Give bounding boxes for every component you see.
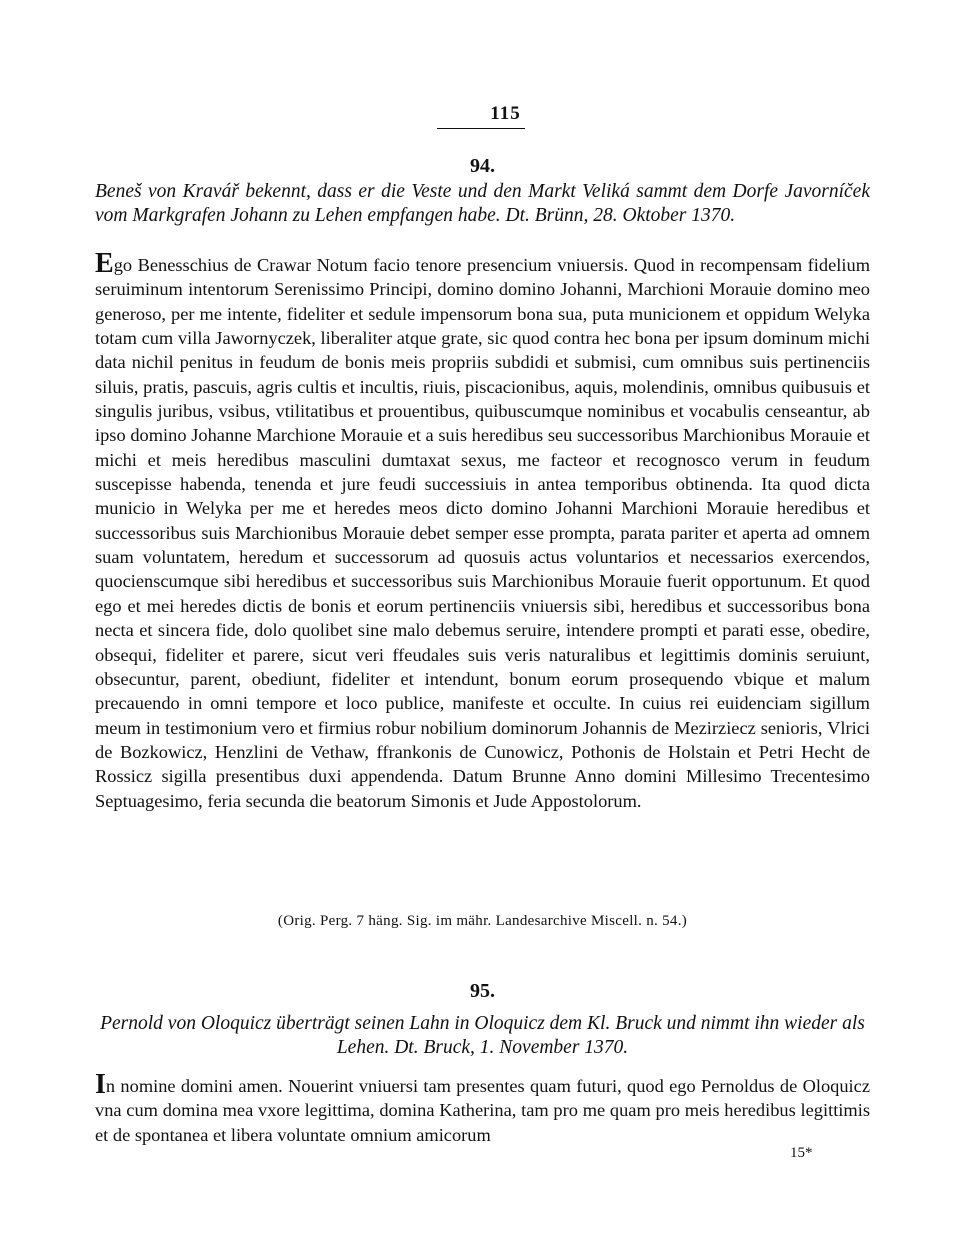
drop-initial: I <box>95 1069 106 1100</box>
document-94-body: go Benesschius de Crawar Notum facio tenore presencium vniuersis. Quod in recompensam fidelium seruiminum intentorum Serenissimo Principi, domino domino Johanni, Marchioni Morauie domino meo generoso, per me intente, fideliter et sedule impensorum bona sua, puta municionem et oppidum Welyka totam cum villa Jawornyczek, liberaliter atque grate, sic quod contra hec bona per ipsum dominum michi data nichil penitus in feudum de bonis meis propriis subdidi et submisi, cum omnibus suis pertinenciis siluis, pratis, pascuis, agris cultis et incultis, riuis, piscacionibus, aquis, molendinis, omnibus quibusuis et singulis juribus, vsibus, vtilitatibus et prouentibus, quibuscumque nominibus et vocabulis censeantur, ab ipso domino Johanne Marchione Morauie et a suis heredibus seu successoribus Marchionibus Morauie et michi et meis heredibus masculini dumtaxat sexus, me facteor et recognosco verum in feudum suscepisse habenda, tenenda et jure feudi successiuis in antea temporibus obtinenda. Ita quod dicta municio in Welyka per me et heredes meos dicto domino Johanni Marchioni Morauie heredibus et successoribus suis Marchionibus Morauie debet semper esse prompta, parata pariter et aperta ad omnem suam voluntatem, heredum et successorum ad quosuis actus voluntarios et necessarios exercendos, quocienscumque sibi heredibus et successoribus suis Marchionibus Morauie fuerit opportunum. Et quod ego et mei heredes dictis de bonis et eorum pertinenciis vniuersis sibi, heredibus et successoribus bona necta et sincera fide, dolo quolibet sine malo debemus seruire, intendere prompti et parati esse, obedire, obsequi, fideliter et parere, sicut veri ffeudales suis veris naturalibus et legittimis dominis seruiunt, obsecuntur, parent, obediunt, fideliter et intendunt, bonum eorum prosequendo vbique et malum precauendo in omni tempore et loco publice, manifeste et occulte. In cuius rei euidenciam sigillum meum in testimonium vero et firmius robur nobilium dominorum Johannis de Mezirziecz senioris, Vlrici de Bozkowicz, Henzlini de Vethaw, ffrankonis de Cunowicz, Pothonis de Holstain et Petri Hecht de Rossicz sigilla presentibus duxi appendenda. Datum Brunne Anno domini Millesimo Trecentesimo Septuagesimo, feria secunda die beatorum Simonis et Jude Appostolorum. <box>95 255 870 811</box>
document-number-94: 94. <box>470 155 495 177</box>
document-94-regest: Beneš von Kravář bekennt, dass er die Veste und den Markt Veliká sammt dem Dorfe Javorníček vom Markgrafen Johann zu Lehen empfangen habe. Dt. Brünn, 28. Oktober 1370. <box>95 181 870 226</box>
page-number-rule <box>437 128 525 129</box>
document-95-regest: Pernold von Oloquicz überträgt seinen Lahn in Oloquicz dem Kl. Bruck und nimmt ihn wieder als Lehen. Dt. Bruck, 1. November 1370. <box>100 1013 865 1058</box>
document-95-text <box>95 1069 870 1147</box>
drop-initial: E <box>95 248 114 279</box>
document-number-95: 95. <box>470 980 495 1002</box>
signature-mark: 15* <box>790 1145 813 1161</box>
document-94-text <box>95 248 870 813</box>
document-95-body: n nomine domini amen. Nouerint vniuersi tam presentes quam futuri, quod ego Pernoldus de Oloquicz vna cum domina mea vxore legittima, domina Katherina, tam pro me quam pro meis heredibus legittimis et de spontanea et libera voluntate omnium amicorum <box>95 1076 870 1145</box>
page-number: 115 <box>490 103 521 124</box>
document-94-source-note: (Orig. Perg. 7 häng. Sig. im mähr. Landesarchive Miscell. n. 54.) <box>277 913 688 929</box>
